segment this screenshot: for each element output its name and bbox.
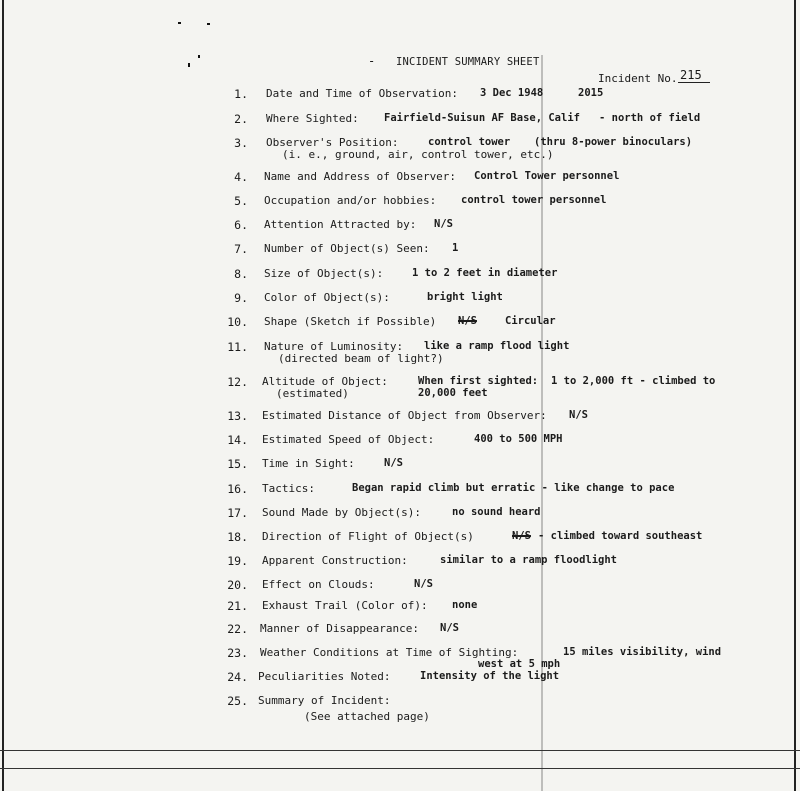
bottom-rule-2 — [0, 768, 800, 769]
page-title: INCIDENT SUMMARY SHEET — [396, 56, 540, 68]
item-label: Altitude of Object: — [262, 375, 388, 388]
item-answer: N/S — [414, 578, 433, 590]
incident-number: 215 — [678, 68, 710, 83]
item-label: Where Sighted: — [266, 112, 359, 125]
item-number: 8. — [234, 267, 248, 281]
item-label: Observer's Position: — [266, 136, 399, 149]
struck-answer: N/S — [458, 315, 477, 327]
item-label: Effect on Clouds: — [262, 578, 375, 591]
item-subanswer: 20,000 feet — [418, 387, 488, 399]
scan-border-left — [2, 0, 4, 791]
item-label: Color of Object(s): — [264, 291, 390, 304]
item-number: 13. — [227, 409, 248, 423]
item-number: 20. — [227, 578, 248, 592]
item-subanswer: west at 5 mph — [478, 658, 561, 670]
item-label: Size of Object(s): — [264, 267, 384, 280]
item-number: 4. — [234, 170, 248, 184]
item-number: 24. — [227, 670, 248, 684]
item-answer: no sound heard — [452, 506, 541, 518]
item-answer-2: 1 to 2,000 ft - climbed to — [551, 375, 716, 387]
item-answer: Circular — [505, 315, 556, 327]
item-label: Direction of Flight of Object(s) — [262, 530, 474, 543]
item-label: Apparent Construction: — [262, 554, 408, 567]
item-label: Estimated Distance of Object from Observer: — [262, 409, 547, 422]
item-label: Tactics: — [262, 482, 315, 495]
item-number: 11. — [227, 340, 248, 354]
item-sublabel: (directed beam of light?) — [278, 352, 444, 365]
item-answer: N/S — [384, 457, 403, 469]
item-number: 17. — [227, 506, 248, 520]
item-label: Number of Object(s) Seen: — [264, 242, 430, 255]
item-label: Manner of Disappearance: — [260, 622, 419, 635]
item-answer: N/S — [440, 622, 459, 634]
item-sublabel: (i. e., ground, air, control tower, etc.) — [282, 148, 554, 161]
item-answer: N/S — [569, 409, 588, 421]
item-number: 19. — [227, 554, 248, 568]
item-label: Estimated Speed of Object: — [262, 433, 435, 446]
scan-speck — [207, 23, 210, 25]
item-label: Summary of Incident: — [258, 694, 391, 707]
item-number: 22. — [227, 622, 248, 636]
scan-speck — [178, 22, 181, 24]
item-answer: 1 to 2 feet in diameter — [412, 267, 558, 279]
struck-answer: N/S — [512, 530, 531, 542]
item-number: 21. — [227, 599, 248, 613]
item-answer: - climbed toward southeast — [538, 530, 703, 542]
item-sublabel: (See attached page) — [304, 710, 430, 723]
item-answer-2: - north of field — [599, 112, 701, 124]
item-number: 9. — [234, 291, 248, 305]
item-label: Weather Conditions at Time of Sighting: — [260, 646, 519, 659]
item-answer: bright light — [427, 291, 503, 303]
item-number: 15. — [227, 457, 248, 471]
item-number: 23. — [227, 646, 248, 660]
item-sublabel: (estimated) — [276, 387, 349, 400]
scan-speck — [188, 63, 190, 67]
item-number: 7. — [234, 242, 248, 256]
item-label: Sound Made by Object(s): — [262, 506, 421, 519]
item-label: Nature of Luminosity: — [264, 340, 404, 353]
item-label: Peculiarities Noted: — [258, 670, 391, 683]
item-label: Attention Attracted by: — [264, 218, 417, 231]
item-number: 1. — [234, 87, 248, 101]
title-dash: - — [368, 54, 376, 68]
item-label: Date and Time of Observation: — [266, 87, 459, 100]
item-label: Time in Sight: — [262, 457, 355, 470]
item-answer: Began rapid climb but erratic - like change to pace — [352, 482, 675, 494]
scan-border-right — [794, 0, 796, 791]
item-answer: like a ramp flood light — [424, 340, 570, 352]
item-number: 6. — [234, 218, 248, 232]
item-answer: control tower — [428, 136, 511, 148]
item-answer: 400 to 500 MPH — [474, 433, 563, 445]
item-answer: none — [452, 599, 478, 611]
scan-speck — [198, 55, 200, 58]
item-label: Name and Address of Observer: — [264, 170, 457, 183]
item-number: 12. — [227, 375, 248, 389]
bottom-rule — [0, 750, 800, 751]
item-answer: When first sighted: — [418, 375, 539, 387]
item-number: 16. — [227, 482, 248, 496]
item-label: Exhaust Trail (Color of): — [262, 599, 428, 612]
item-label: Shape (Sketch if Possible) — [264, 315, 437, 328]
item-answer: Intensity of the light — [420, 670, 560, 682]
item-label: Occupation and/or hobbies: — [264, 194, 437, 207]
item-number: 3. — [234, 136, 248, 150]
item-number: 10. — [227, 315, 248, 329]
item-answer: N/S — [434, 218, 453, 230]
item-answer: 15 miles visibility, wind — [563, 646, 722, 658]
incident-label: Incident No. — [598, 72, 678, 85]
item-answer-2: (thru 8-power binoculars) — [534, 136, 693, 148]
item-number: 14. — [227, 433, 248, 447]
item-answer-2: 2015 — [578, 87, 604, 99]
item-answer: control tower personnel — [461, 194, 607, 206]
item-answer: Fairfield-Suisun AF Base, Calif — [384, 112, 580, 124]
item-number: 25. — [227, 694, 248, 708]
item-answer: similar to a ramp floodlight — [440, 554, 618, 566]
item-number: 18. — [227, 530, 248, 544]
item-answer: Control Tower personnel — [474, 170, 620, 182]
item-number: 2. — [234, 112, 248, 126]
item-number: 5. — [234, 194, 248, 208]
item-answer: 3 Dec 1948 — [480, 87, 544, 99]
item-answer: 1 — [452, 242, 459, 254]
